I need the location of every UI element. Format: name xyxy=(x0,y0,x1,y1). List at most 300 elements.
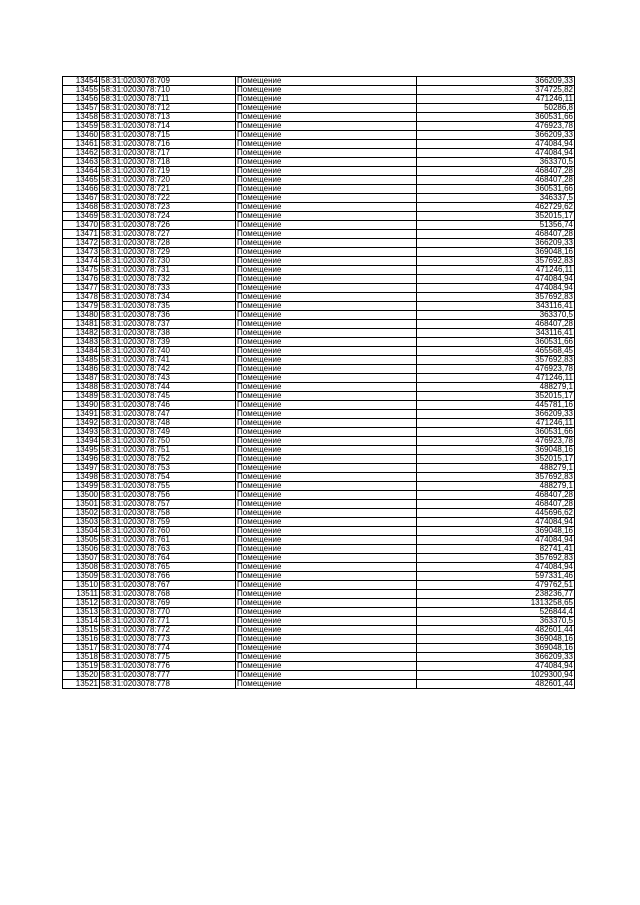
row-number: 13505 xyxy=(63,536,100,545)
row-number: 13494 xyxy=(63,437,100,446)
object-type: Помещение xyxy=(236,410,417,419)
object-type: Помещение xyxy=(236,671,417,680)
object-type: Помещение xyxy=(236,653,417,662)
cadastral-value: 1313258,65 xyxy=(417,599,575,608)
object-type: Помещение xyxy=(236,77,417,86)
row-number: 13466 xyxy=(63,185,100,194)
cadastral-number: 58:31:0203078:774 xyxy=(100,644,236,653)
row-number: 13514 xyxy=(63,617,100,626)
row-number: 13516 xyxy=(63,635,100,644)
object-type: Помещение xyxy=(236,455,417,464)
object-type: Помещение xyxy=(236,572,417,581)
row-number: 13510 xyxy=(63,581,100,590)
table-row xyxy=(63,239,575,248)
cadastral-number: 58:31:0203078:770 xyxy=(100,608,236,617)
object-type: Помещение xyxy=(236,293,417,302)
object-type: Помещение xyxy=(236,140,417,149)
cadastral-number: 58:31:0203078:717 xyxy=(100,149,236,158)
table-row xyxy=(63,473,575,482)
cadastral-number: 58:31:0203078:724 xyxy=(100,212,236,221)
object-type: Помещение xyxy=(236,212,417,221)
row-number: 13491 xyxy=(63,410,100,419)
cadastral-value: 369048,16 xyxy=(417,248,575,257)
table-row xyxy=(63,113,575,122)
table-row xyxy=(63,608,575,617)
cadastral-number: 58:31:0203078:773 xyxy=(100,635,236,644)
table-row xyxy=(63,338,575,347)
object-type: Помещение xyxy=(236,419,417,428)
object-type: Помещение xyxy=(236,122,417,131)
cadastral-table-body xyxy=(63,77,575,689)
row-number: 13461 xyxy=(63,140,100,149)
row-number: 13506 xyxy=(63,545,100,554)
row-number: 13492 xyxy=(63,419,100,428)
table-row xyxy=(63,410,575,419)
table-row xyxy=(63,320,575,329)
table-row xyxy=(63,257,575,266)
table-row xyxy=(63,194,575,203)
table-row xyxy=(63,662,575,671)
row-number: 13463 xyxy=(63,158,100,167)
object-type: Помещение xyxy=(236,446,417,455)
table-row xyxy=(63,221,575,230)
row-number: 13502 xyxy=(63,509,100,518)
cadastral-value: 360531,66 xyxy=(417,185,575,194)
cadastral-value: 476923,78 xyxy=(417,365,575,374)
table-row xyxy=(63,374,575,383)
cadastral-value: 445696,62 xyxy=(417,509,575,518)
cadastral-number: 58:31:0203078:739 xyxy=(100,338,236,347)
cadastral-value: 465568,45 xyxy=(417,347,575,356)
table-row xyxy=(63,518,575,527)
table-row xyxy=(63,131,575,140)
row-number: 13475 xyxy=(63,266,100,275)
table-row xyxy=(63,149,575,158)
row-number: 13473 xyxy=(63,248,100,257)
object-type: Помещение xyxy=(236,338,417,347)
cadastral-number: 58:31:0203078:740 xyxy=(100,347,236,356)
table-row xyxy=(63,104,575,113)
object-type: Помещение xyxy=(236,284,417,293)
cadastral-number: 58:31:0203078:776 xyxy=(100,662,236,671)
cadastral-number: 58:31:0203078:735 xyxy=(100,302,236,311)
table-row xyxy=(63,509,575,518)
cadastral-value: 82741,41 xyxy=(417,545,575,554)
object-type: Помещение xyxy=(236,500,417,509)
cadastral-number: 58:31:0203078:772 xyxy=(100,626,236,635)
object-type: Помещение xyxy=(236,113,417,122)
object-type: Помещение xyxy=(236,527,417,536)
cadastral-value: 488279,1 xyxy=(417,383,575,392)
table-row xyxy=(63,419,575,428)
cadastral-value: 474084,94 xyxy=(417,662,575,671)
table-row xyxy=(63,527,575,536)
cadastral-value: 474084,94 xyxy=(417,536,575,545)
cadastral-number: 58:31:0203078:732 xyxy=(100,275,236,284)
cadastral-value: 366209,33 xyxy=(417,653,575,662)
object-type: Помещение xyxy=(236,374,417,383)
cadastral-number: 58:31:0203078:726 xyxy=(100,221,236,230)
table-row xyxy=(63,428,575,437)
row-number: 13488 xyxy=(63,383,100,392)
object-type: Помещение xyxy=(236,158,417,167)
table-row xyxy=(63,293,575,302)
cadastral-value: 363370,5 xyxy=(417,311,575,320)
table-row xyxy=(63,77,575,86)
object-type: Помещение xyxy=(236,194,417,203)
cadastral-value: 468407,28 xyxy=(417,500,575,509)
table-row xyxy=(63,230,575,239)
object-type: Помещение xyxy=(236,230,417,239)
cadastral-number: 58:31:0203078:768 xyxy=(100,590,236,599)
cadastral-value: 369048,16 xyxy=(417,644,575,653)
cadastral-number: 58:31:0203078:729 xyxy=(100,248,236,257)
cadastral-number: 58:31:0203078:738 xyxy=(100,329,236,338)
cadastral-number: 58:31:0203078:730 xyxy=(100,257,236,266)
table-row xyxy=(63,680,575,689)
table-row xyxy=(63,500,575,509)
row-number: 13458 xyxy=(63,113,100,122)
row-number: 13495 xyxy=(63,446,100,455)
object-type: Помещение xyxy=(236,176,417,185)
cadastral-number: 58:31:0203078:720 xyxy=(100,176,236,185)
cadastral-number: 58:31:0203078:718 xyxy=(100,158,236,167)
cadastral-number: 58:31:0203078:731 xyxy=(100,266,236,275)
table-row xyxy=(63,545,575,554)
object-type: Помещение xyxy=(236,302,417,311)
cadastral-number: 58:31:0203078:747 xyxy=(100,410,236,419)
table-row xyxy=(63,617,575,626)
row-number: 13504 xyxy=(63,527,100,536)
cadastral-value: 51356,74 xyxy=(417,221,575,230)
object-type: Помещение xyxy=(236,599,417,608)
object-type: Помещение xyxy=(236,644,417,653)
cadastral-value: 363370,5 xyxy=(417,617,575,626)
object-type: Помещение xyxy=(236,311,417,320)
cadastral-number: 58:31:0203078:727 xyxy=(100,230,236,239)
row-number: 13489 xyxy=(63,392,100,401)
row-number: 13490 xyxy=(63,401,100,410)
cadastral-value: 488279,1 xyxy=(417,464,575,473)
table-row xyxy=(63,491,575,500)
cadastral-number: 58:31:0203078:713 xyxy=(100,113,236,122)
cadastral-number: 58:31:0203078:745 xyxy=(100,392,236,401)
row-number: 13513 xyxy=(63,608,100,617)
row-number: 13498 xyxy=(63,473,100,482)
row-number: 13521 xyxy=(63,680,100,689)
cadastral-number: 58:31:0203078:741 xyxy=(100,356,236,365)
object-type: Помещение xyxy=(236,518,417,527)
cadastral-value: 468407,28 xyxy=(417,320,575,329)
cadastral-value: 357692,83 xyxy=(417,554,575,563)
row-number: 13472 xyxy=(63,239,100,248)
object-type: Помещение xyxy=(236,428,417,437)
table-row xyxy=(63,356,575,365)
object-type: Помещение xyxy=(236,185,417,194)
row-number: 13481 xyxy=(63,320,100,329)
cadastral-number: 58:31:0203078:728 xyxy=(100,239,236,248)
cadastral-number: 58:31:0203078:712 xyxy=(100,104,236,113)
cadastral-number: 58:31:0203078:778 xyxy=(100,680,236,689)
cadastral-value: 468407,28 xyxy=(417,491,575,500)
object-type: Помещение xyxy=(236,347,417,356)
row-number: 13471 xyxy=(63,230,100,239)
object-type: Помещение xyxy=(236,590,417,599)
row-number: 13486 xyxy=(63,365,100,374)
cadastral-value: 462729,62 xyxy=(417,203,575,212)
object-type: Помещение xyxy=(236,275,417,284)
row-number: 13511 xyxy=(63,590,100,599)
table-row xyxy=(63,563,575,572)
table-row xyxy=(63,581,575,590)
cadastral-number: 58:31:0203078:754 xyxy=(100,473,236,482)
object-type: Помещение xyxy=(236,401,417,410)
table-row xyxy=(63,311,575,320)
row-number: 13462 xyxy=(63,149,100,158)
cadastral-number: 58:31:0203078:775 xyxy=(100,653,236,662)
cadastral-number: 58:31:0203078:748 xyxy=(100,419,236,428)
cadastral-value: 369048,16 xyxy=(417,446,575,455)
table-row xyxy=(63,383,575,392)
object-type: Помещение xyxy=(236,239,417,248)
cadastral-value: 363370,5 xyxy=(417,158,575,167)
table-row xyxy=(63,122,575,131)
cadastral-value: 479762,51 xyxy=(417,581,575,590)
row-number: 13456 xyxy=(63,95,100,104)
object-type: Помещение xyxy=(236,536,417,545)
table-row xyxy=(63,284,575,293)
object-type: Помещение xyxy=(236,356,417,365)
object-type: Помещение xyxy=(236,257,417,266)
cadastral-number: 58:31:0203078:765 xyxy=(100,563,236,572)
table-row xyxy=(63,401,575,410)
cadastral-number: 58:31:0203078:771 xyxy=(100,617,236,626)
cadastral-value: 238236,77 xyxy=(417,590,575,599)
object-type: Помещение xyxy=(236,437,417,446)
cadastral-number: 58:31:0203078:756 xyxy=(100,491,236,500)
table-row xyxy=(63,185,575,194)
cadastral-value: 366209,33 xyxy=(417,239,575,248)
row-number: 13487 xyxy=(63,374,100,383)
cadastral-number: 58:31:0203078:719 xyxy=(100,167,236,176)
cadastral-value: 50286,8 xyxy=(417,104,575,113)
cadastral-number: 58:31:0203078:715 xyxy=(100,131,236,140)
cadastral-number: 58:31:0203078:722 xyxy=(100,194,236,203)
row-number: 13464 xyxy=(63,167,100,176)
object-type: Помещение xyxy=(236,320,417,329)
row-number: 13476 xyxy=(63,275,100,284)
cadastral-number: 58:31:0203078:733 xyxy=(100,284,236,293)
cadastral-value: 346337,5 xyxy=(417,194,575,203)
cadastral-value: 366209,33 xyxy=(417,410,575,419)
cadastral-number: 58:31:0203078:763 xyxy=(100,545,236,554)
table-row xyxy=(63,95,575,104)
cadastral-number: 58:31:0203078:721 xyxy=(100,185,236,194)
row-number: 13474 xyxy=(63,257,100,266)
row-number: 13512 xyxy=(63,599,100,608)
cadastral-value: 1029300,94 xyxy=(417,671,575,680)
cadastral-value: 474084,94 xyxy=(417,284,575,293)
cadastral-value: 366209,33 xyxy=(417,131,575,140)
row-number: 13520 xyxy=(63,671,100,680)
row-number: 13519 xyxy=(63,662,100,671)
table-row xyxy=(63,176,575,185)
object-type: Помещение xyxy=(236,248,417,257)
table-row xyxy=(63,644,575,653)
object-type: Помещение xyxy=(236,329,417,338)
row-number: 13480 xyxy=(63,311,100,320)
cadastral-value: 357692,83 xyxy=(417,356,575,365)
cadastral-number: 58:31:0203078:766 xyxy=(100,572,236,581)
row-number: 13518 xyxy=(63,653,100,662)
row-number: 13497 xyxy=(63,464,100,473)
cadastral-value: 488279,1 xyxy=(417,482,575,491)
cadastral-number: 58:31:0203078:752 xyxy=(100,455,236,464)
cadastral-number: 58:31:0203078:734 xyxy=(100,293,236,302)
table-row xyxy=(63,203,575,212)
row-number: 13515 xyxy=(63,626,100,635)
object-type: Помещение xyxy=(236,554,417,563)
row-number: 13465 xyxy=(63,176,100,185)
cadastral-value: 374725,82 xyxy=(417,86,575,95)
table-row xyxy=(63,572,575,581)
object-type: Помещение xyxy=(236,482,417,491)
table-row xyxy=(63,140,575,149)
cadastral-number: 58:31:0203078:723 xyxy=(100,203,236,212)
table-row xyxy=(63,626,575,635)
cadastral-number: 58:31:0203078:764 xyxy=(100,554,236,563)
cadastral-number: 58:31:0203078:757 xyxy=(100,500,236,509)
table-row xyxy=(63,212,575,221)
table-row xyxy=(63,347,575,356)
table-row xyxy=(63,392,575,401)
cadastral-number: 58:31:0203078:736 xyxy=(100,311,236,320)
object-type: Помещение xyxy=(236,149,417,158)
cadastral-value: 474084,94 xyxy=(417,518,575,527)
cadastral-number: 58:31:0203078:767 xyxy=(100,581,236,590)
row-number: 13501 xyxy=(63,500,100,509)
object-type: Помещение xyxy=(236,617,417,626)
cadastral-value: 474084,94 xyxy=(417,149,575,158)
cadastral-number: 58:31:0203078:758 xyxy=(100,509,236,518)
cadastral-value: 468407,28 xyxy=(417,176,575,185)
cadastral-value: 357692,83 xyxy=(417,473,575,482)
cadastral-value: 471246,11 xyxy=(417,95,575,104)
cadastral-value: 352015,17 xyxy=(417,455,575,464)
table-row xyxy=(63,266,575,275)
cadastral-value: 468407,28 xyxy=(417,230,575,239)
table-row xyxy=(63,329,575,338)
object-type: Помещение xyxy=(236,635,417,644)
cadastral-number: 58:31:0203078:759 xyxy=(100,518,236,527)
cadastral-number: 58:31:0203078:753 xyxy=(100,464,236,473)
cadastral-number: 58:31:0203078:751 xyxy=(100,446,236,455)
object-type: Помещение xyxy=(236,86,417,95)
row-number: 13469 xyxy=(63,212,100,221)
row-number: 13507 xyxy=(63,554,100,563)
row-number: 13477 xyxy=(63,284,100,293)
row-number: 13457 xyxy=(63,104,100,113)
cadastral-value: 476923,78 xyxy=(417,122,575,131)
object-type: Помещение xyxy=(236,104,417,113)
cadastral-value: 597331,46 xyxy=(417,572,575,581)
table-row xyxy=(63,554,575,563)
table-row xyxy=(63,464,575,473)
cadastral-value: 471246,11 xyxy=(417,266,575,275)
table-row xyxy=(63,158,575,167)
row-number: 13468 xyxy=(63,203,100,212)
object-type: Помещение xyxy=(236,680,417,689)
cadastral-value: 482601,44 xyxy=(417,680,575,689)
table-row xyxy=(63,275,575,284)
cadastral-number: 58:31:0203078:761 xyxy=(100,536,236,545)
table-row xyxy=(63,455,575,464)
cadastral-value: 369048,16 xyxy=(417,635,575,644)
cadastral-value: 357692,83 xyxy=(417,293,575,302)
cadastral-number: 58:31:0203078:769 xyxy=(100,599,236,608)
row-number: 13509 xyxy=(63,572,100,581)
cadastral-value: 360531,66 xyxy=(417,428,575,437)
object-type: Помещение xyxy=(236,626,417,635)
table-row xyxy=(63,437,575,446)
row-number: 13454 xyxy=(63,77,100,86)
cadastral-value: 369048,16 xyxy=(417,527,575,536)
cadastral-number: 58:31:0203078:744 xyxy=(100,383,236,392)
cadastral-number: 58:31:0203078:709 xyxy=(100,77,236,86)
row-number: 13455 xyxy=(63,86,100,95)
cadastral-value: 352015,17 xyxy=(417,212,575,221)
table-row xyxy=(63,365,575,374)
object-type: Помещение xyxy=(236,95,417,104)
cadastral-number: 58:31:0203078:749 xyxy=(100,428,236,437)
cadastral-number: 58:31:0203078:710 xyxy=(100,86,236,95)
row-number: 13479 xyxy=(63,302,100,311)
row-number: 13508 xyxy=(63,563,100,572)
row-number: 13517 xyxy=(63,644,100,653)
object-type: Помещение xyxy=(236,563,417,572)
object-type: Помещение xyxy=(236,509,417,518)
cadastral-value: 474084,94 xyxy=(417,563,575,572)
row-number: 13493 xyxy=(63,428,100,437)
cadastral-number: 58:31:0203078:743 xyxy=(100,374,236,383)
row-number: 13500 xyxy=(63,491,100,500)
object-type: Помещение xyxy=(236,545,417,554)
table-row xyxy=(63,635,575,644)
cadastral-value: 476923,78 xyxy=(417,437,575,446)
object-type: Помещение xyxy=(236,383,417,392)
row-number: 13496 xyxy=(63,455,100,464)
object-type: Помещение xyxy=(236,266,417,275)
cadastral-table xyxy=(62,76,575,689)
cadastral-value: 445781,16 xyxy=(417,401,575,410)
row-number: 13482 xyxy=(63,329,100,338)
cadastral-value: 482601,44 xyxy=(417,626,575,635)
cadastral-value: 471246,11 xyxy=(417,419,575,428)
object-type: Помещение xyxy=(236,392,417,401)
cadastral-value: 352015,17 xyxy=(417,392,575,401)
row-number: 13499 xyxy=(63,482,100,491)
table-row xyxy=(63,590,575,599)
table-row xyxy=(63,86,575,95)
cadastral-value: 471246,11 xyxy=(417,374,575,383)
cadastral-number: 58:31:0203078:755 xyxy=(100,482,236,491)
row-number: 13484 xyxy=(63,347,100,356)
cadastral-value: 343116,41 xyxy=(417,302,575,311)
table-row xyxy=(63,599,575,608)
object-type: Помещение xyxy=(236,473,417,482)
row-number: 13485 xyxy=(63,356,100,365)
cadastral-value: 357692,83 xyxy=(417,257,575,266)
